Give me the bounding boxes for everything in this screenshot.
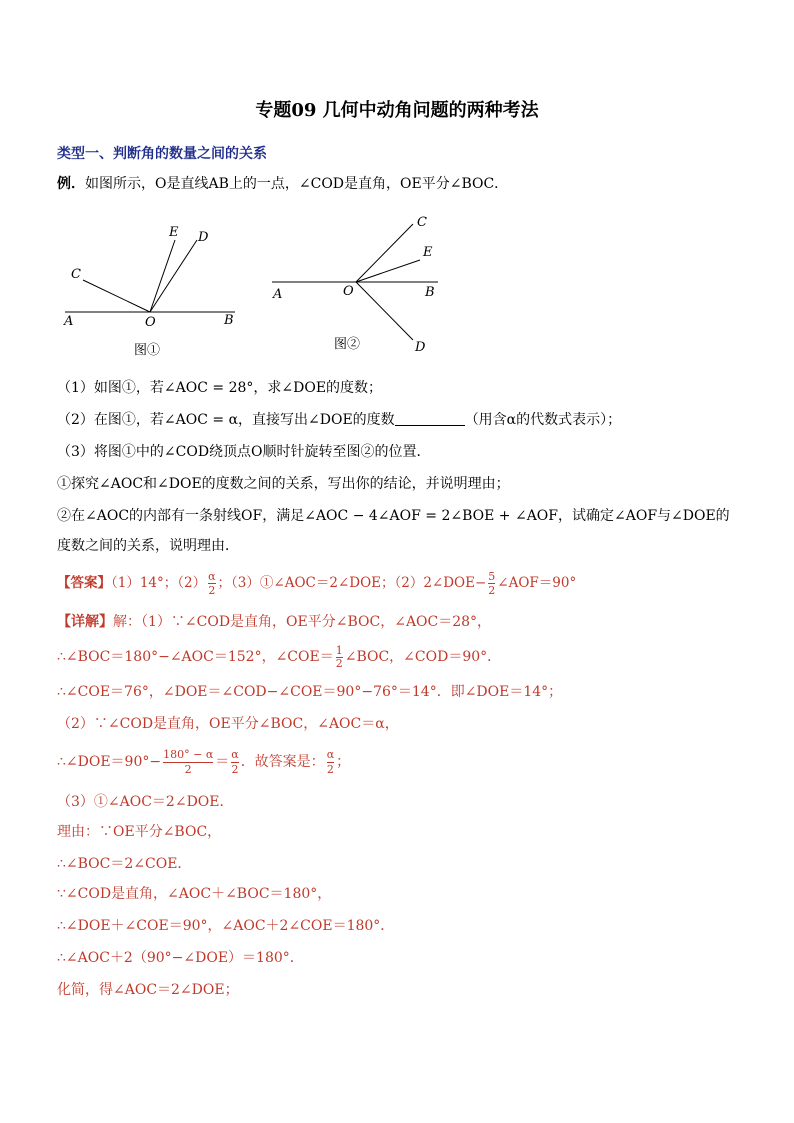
solution-line-4: （2）∵∠COD是直角，OE平分∠BOC，∠AOC＝α， <box>57 716 399 732</box>
fig2-label-C: C <box>417 215 427 230</box>
answer-part1: （1）14°；（2） <box>111 575 207 591</box>
answer-blank <box>395 412 465 426</box>
fig1-caption: 图① <box>134 343 161 358</box>
line5-fraction-3: $\frac{\alpha}{2}$ <box>326 747 335 776</box>
page-title: 专题09 几何中动角问题的两种考法 <box>255 100 539 121</box>
question-1: （1）如图①，若∠AOC = 28°，求∠DOE的度数； <box>57 380 383 396</box>
solution-line-3: ∴∠COE＝76°，∠DOE＝∠COD−∠COE＝90°−76°＝14°．即∠DOE＝14°； <box>57 684 563 700</box>
solution-line-7: 理由：∵OE平分∠BOC， <box>57 824 222 840</box>
answer-part2: ；（3）①∠AOC＝2∠DOE；（2）2∠DOE− <box>217 575 487 591</box>
answer-label: 【答案】 <box>57 575 111 591</box>
solution-label: 【详解】 <box>57 614 113 630</box>
fig2-caption: 图② <box>334 337 361 352</box>
question-2 <box>57 410 621 430</box>
answer-fraction-1: $\frac{\alpha}{2}$ <box>208 570 216 597</box>
question-2-text: （2）在图①，若∠AOC = α，直接写出∠DOE的度数 <box>57 412 395 428</box>
question-3-sub2: ②在∠AOC的内部有一条射线OF，满足∠AOC − 4∠AOF = 2∠BOE + ∠AOF，试确定∠AOF与∠DOE的 <box>57 508 730 524</box>
line5-fraction-2: $\frac{\alpha}{2}$ <box>231 747 239 776</box>
solution-line-8: ∴∠BOC＝2∠COE． <box>57 856 192 872</box>
example-text: 如图所示，O是直线AB上的一点，∠COD是直角，OE平分∠BOC． <box>85 176 509 192</box>
fig1-label-C: C <box>71 267 81 282</box>
fig2-label-E: E <box>423 245 433 260</box>
answer <box>57 568 576 598</box>
solution-line-11: ∴∠AOC＋2（90°−∠DOE）＝180°． <box>57 950 304 966</box>
half-fraction: $\frac{1}{2}$ <box>335 643 343 670</box>
question-2-tail: （用含α的代数式表示）； <box>464 412 622 428</box>
example-statement <box>57 174 508 194</box>
solution-line-1: 【详解】解：（1）∵∠COD是直角，OE平分∠BOC，∠AOC＝28°， <box>57 614 492 630</box>
solution-line-6: （3）①∠AOC＝2∠DOE． <box>57 794 234 810</box>
fig1-label-O: O <box>145 315 156 330</box>
solution-line-12: 化简，得∠AOC＝2∠DOE； <box>57 982 239 998</box>
answer-fraction-2: $\frac{5}{2}$ <box>488 570 496 597</box>
example-label: 例． <box>57 176 85 192</box>
question-3-sub1: ①探究∠AOC和∠DOE的度数之间的关系，写出你的结论，并说明理由； <box>57 476 510 492</box>
answer-part3: ∠AOF＝90° <box>497 575 577 591</box>
fig1-label-B: B <box>224 313 234 328</box>
fig2-label-O: O <box>343 284 354 299</box>
solution-line-10: ∴∠DOE＋∠COE＝90°，∠AOC＋2∠COE＝180°． <box>57 918 395 934</box>
solution-line-9: ∵∠COD是直角，∠AOC＋∠BOC＝180°， <box>57 886 332 902</box>
fig1-label-A: A <box>64 314 74 329</box>
type-heading: 类型一、判断角的数量之间的关系 <box>57 146 267 162</box>
fig1-label-E: E <box>169 225 179 240</box>
solution-line-5: ∴∠DOE＝90°− $\frac{180^\circ - \alpha}{2}$ ＝ $\frac{\alpha}{2}$ ．故答案是： $\frac{\alpha}{2}$ ； <box>57 747 351 776</box>
line5-fraction-1: $\frac{180^\circ - \alpha}{2}$ <box>163 747 214 776</box>
fig1-label-D: D <box>198 230 209 245</box>
question-3-sub2-cont: 度数之间的关系，说明理由． <box>57 538 239 554</box>
figure-2 <box>268 210 448 360</box>
question-3: （3）将图①中的∠COD绕顶点O顺时针旋转至图②的位置． <box>57 444 431 460</box>
fig2-label-A: A <box>273 287 283 302</box>
figure-1 <box>55 218 255 360</box>
fig2-label-B: B <box>425 285 435 300</box>
fig2-label-D: D <box>415 340 426 355</box>
solution-line-2: ∴∠BOC＝180°−∠AOC＝152°，∠COE＝ $\frac{1}{2}$ ∠BOC，∠COD＝90°． <box>57 643 502 670</box>
